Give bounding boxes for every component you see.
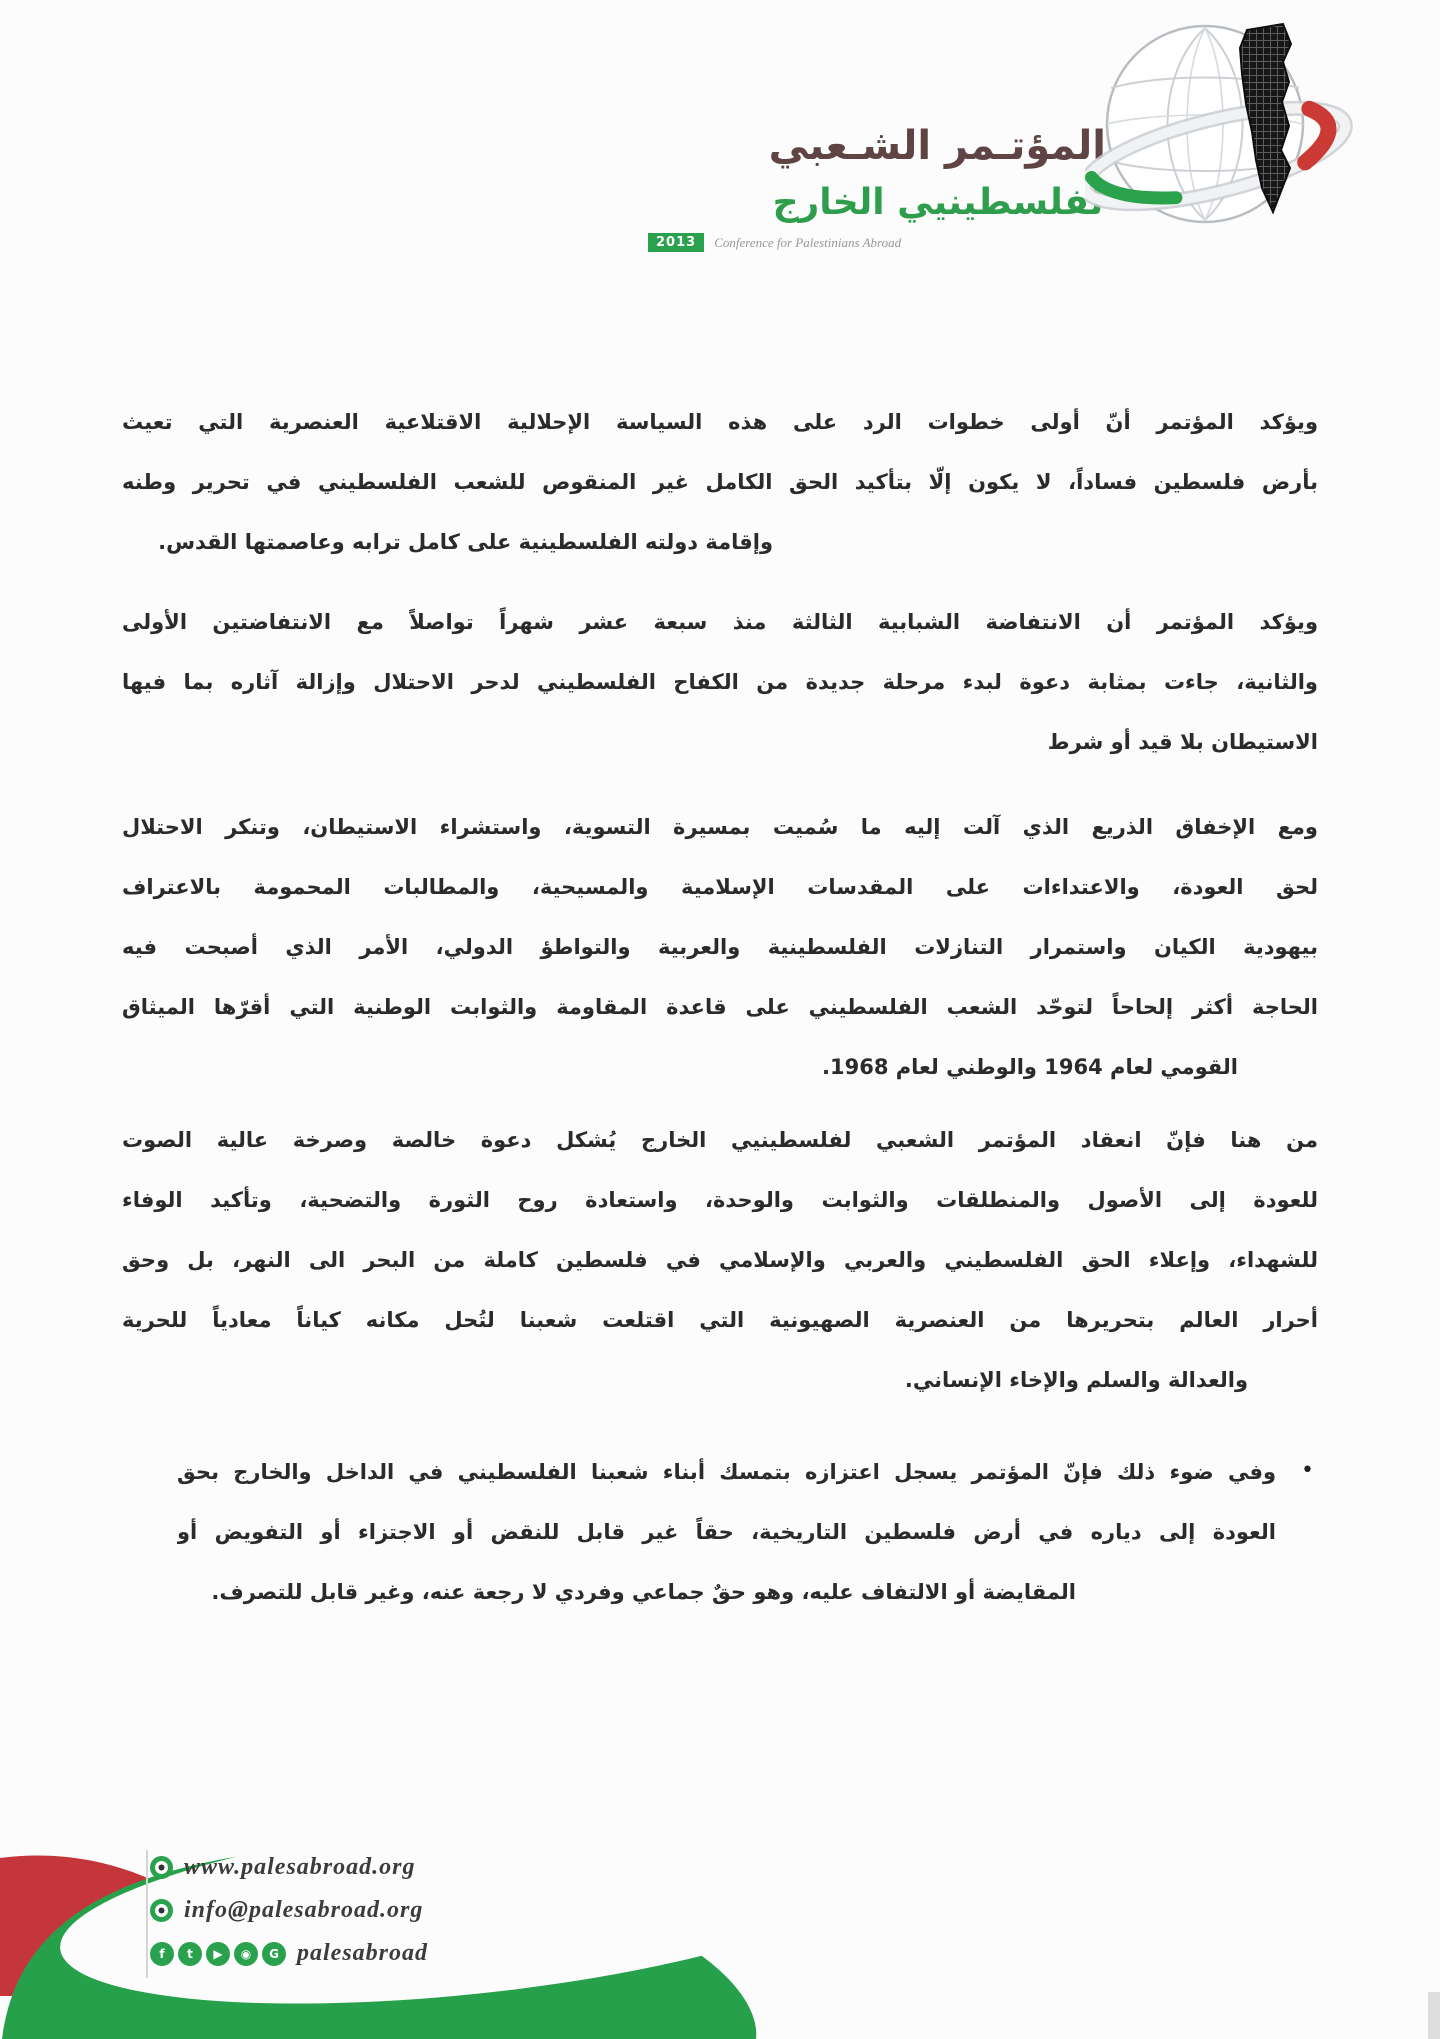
year-badge: 2013 [648, 233, 704, 252]
document-line: للشهداء، وإعلاء الحق الفلسطيني والعربي والإسلامي في فلسطين كاملة من البحر الى النهر، بل وحق [122, 1248, 1318, 1272]
contact-block [150, 1846, 428, 1975]
document-line: ويؤكد المؤتمر أن الانتفاضة الشبابية الثالثة منذ سبعة عشر شهراً تواصلاً مع الانتفاضتين الأولى [122, 610, 1318, 634]
facebook-icon: f [150, 1942, 174, 1966]
logo-caption-english: Conference for Palestinians Abroad [714, 234, 902, 250]
twitter-icon: t [178, 1942, 202, 1966]
document-line: من هنا فإنّ انعقاد المؤتمر الشعبي لفلسطينيي الخارج يُشكل دعوة خالصة وصرخة عالية الصوت [122, 1128, 1318, 1152]
youtube-icon: ▶ [206, 1942, 230, 1966]
website-url: www.palesabroad.org [184, 1854, 416, 1880]
document-body [122, 0, 1318, 1800]
document-line: القومي لعام 1964 والوطني لعام 1968. [822, 1055, 1238, 1079]
social-row [150, 1932, 428, 1975]
email-bullet-icon [150, 1899, 173, 1922]
document-line: بأرض فلسطين فساداً، لا يكون إلّا بتأكيد الحق الكامل غير المنقوص للشعب الفلسطيني في تحرير وطنه [122, 470, 1318, 494]
document-line: والثانية، جاءت بمثابة دعوة لبدء مرحلة جديدة من الكفاح الفلسطيني لدحر الاحتلال وإزالة آثاره بما فيها [122, 670, 1318, 694]
googleplus-icon: G [262, 1942, 286, 1966]
email-address: info@palesabroad.org [184, 1897, 424, 1923]
document-line: وإقامة دولته الفلسطينية على كامل ترابه وعاصمتها القدس. [158, 530, 773, 554]
bullet-marker: • [1301, 1458, 1314, 1483]
paragraph [122, 1442, 1318, 1622]
paragraph [122, 592, 1318, 772]
document-line: لحق العودة، والاعتداءات على المقدسات الإسلامية والمسيحية، والمطالبات المحمومة بالاعتراف [122, 875, 1318, 899]
globe-bullet-icon [150, 1856, 173, 1879]
email-row [150, 1889, 428, 1932]
paragraph [122, 797, 1318, 1097]
document-line: الحاجة أكثر إلحاحاً لتوحّد الشعب الفلسطيني على قاعدة المقاومة والثوابت الوطنية التي أقرّها الميثاق [122, 995, 1318, 1019]
document-line: المقايضة أو الالتفاف عليه، وهو حقٌ جماعي وفردي لا رجعة عنه، وغير قابل للتصرف. [211, 1580, 1076, 1604]
paragraph [122, 1110, 1318, 1410]
social-icons [150, 1942, 286, 1966]
website-row [150, 1846, 428, 1889]
document-line: أحرار العالم بتحريرها من العنصرية الصهيونية التي اقتلعت شعبنا لتُحل مكانه كياناً معادياً للحرية [122, 1308, 1318, 1332]
document-line: الاستيطان بلا قيد أو شرط [1047, 730, 1318, 754]
document-line: ويؤكد المؤتمر أنّ أولى خطوات الرد على هذه السياسة الإحلالية الاقتلاعية العنصرية التي تعيث [122, 410, 1318, 434]
document-line: بيهودية الكيان واستمرار التنازلات الفلسطينية والعربية والتواطؤ الدولي، الأمر الذي أصبحت فيه [122, 935, 1318, 959]
document-line: ومع الإخفاق الذريع الذي آلت إليه ما سُميت بمسيرة التسوية، واستشراء الاستيطان، وتنكر الاحتلال [122, 815, 1318, 839]
social-handle: palesabroad [297, 1940, 428, 1966]
logo-title-arabic: المؤتـمر الشـعبي [768, 123, 1106, 169]
logo-subtitle-arabic: لفلسطينيي الخارج [772, 182, 1104, 223]
document-line: وفي ضوء ذلك فإنّ المؤتمر يسجل اعتزازه بتمسك أبناء شعبنا الفلسطيني في الداخل والخارج بحق [177, 1460, 1276, 1484]
document-line: للعودة إلى الأصول والمنطلقات والثوابت والوحدة، واستعادة روح الثورة والتضحية، وتأكيد الوفاء [122, 1188, 1318, 1212]
instagram-icon: ◉ [234, 1942, 258, 1966]
paragraph [122, 392, 1318, 572]
document-line: والعدالة والسلم والإخاء الإنساني. [904, 1368, 1248, 1392]
scan-edge-artifact [1428, 1992, 1440, 2039]
document-line: العودة إلى دياره في أرض فلسطين التاريخية، حقاً غير قابل للنقض أو الاجتزاء أو التفويض أو [177, 1520, 1276, 1544]
